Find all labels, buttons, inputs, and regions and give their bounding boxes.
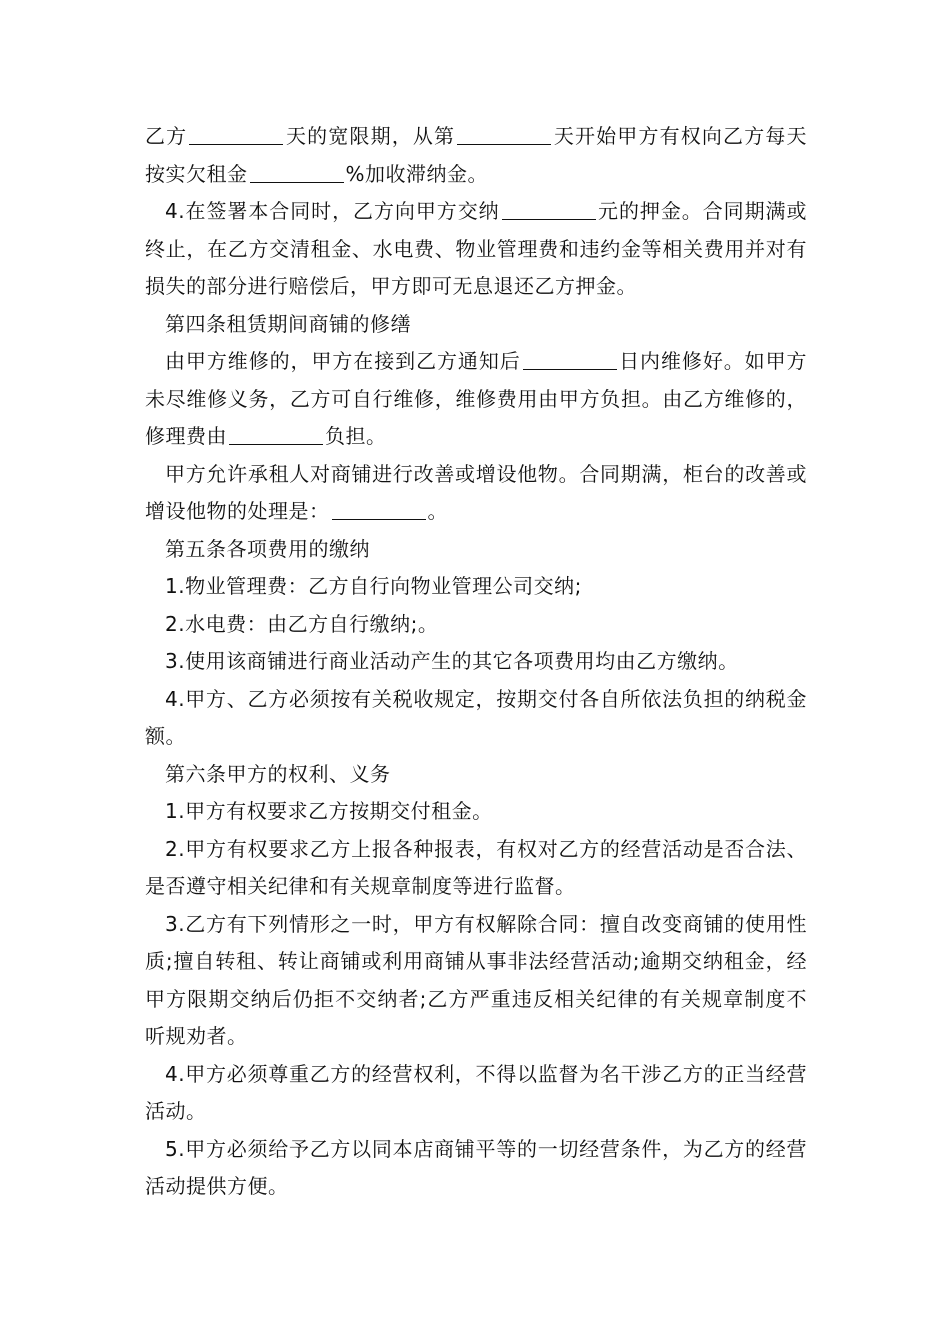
text-segment: 2.甲方有权要求乙方上报各种报表，有权对乙方的经营活动是否合法、是否遵守相关纪律和有关规章制度等进行监督。 [145,836,807,898]
text-segment: 4.甲方、乙方必须按有关税收规定，按期交付各自所依法负担的纳税金额。 [145,686,807,748]
text-segment: 乙方 [145,124,188,148]
text-segment: 日内维修好。如甲方未尽维修义务，乙方可自行维修，维修费用由甲方负担。由乙方维修的，修理费由 [145,349,808,448]
contract-paragraph [145,643,807,681]
text-segment: 天开始甲方有权向乙方每天按实欠租金 [145,124,808,186]
text-segment: 天的宽限期，从第 [285,124,456,148]
contract-paragraph [145,606,807,644]
fill-in-blank [523,349,617,370]
text-segment: 。 [427,499,448,523]
text-segment: 负担。 [325,424,387,448]
contract-paragraph [145,906,807,1056]
contract-paragraph [145,343,807,456]
text-segment: 5.甲方必须给予乙方以同本店商铺平等的一切经营条件，为乙方的经营活动提供方便。 [145,1136,807,1198]
text-segment: 3.乙方有下列情形之一时，甲方有权解除合同：擅自改变商铺的使用性质;擅自转租、转让商铺或利用商铺从事非法经营活动;逾期交纳租金，经甲方限期交纳后仍拒不交纳者;乙方严重违反相关纪律的有关规章制度不听规劝者。 [145,911,807,1048]
contract-paragraph [145,456,807,531]
contract-paragraph [145,1056,807,1131]
text-segment: 2.水电费：由乙方自行缴纳;。 [165,611,439,636]
text-segment: 1.甲方有权要求乙方按期交付租金。 [165,799,493,823]
section-heading [145,306,807,344]
contract-paragraph [145,568,807,606]
text-segment: 1.物业管理费：乙方自行向物业管理公司交纳; [165,574,582,598]
section-heading [145,756,807,794]
fill-in-blank [189,124,283,145]
section-heading [145,531,807,569]
text-segment: 3.使用该商铺进行商业活动产生的其它各项费用均由乙方缴纳。 [165,649,739,673]
fill-in-blank [457,124,551,145]
text-segment: 第四条租赁期间商铺的修缮 [165,311,411,336]
text-segment: 甲方允许承租人对商铺进行改善或增设他物。合同期满，柜台的改善或增设他物的处理是： [145,461,807,523]
contract-paragraph [145,793,807,831]
text-segment: %加收滞纳金。 [345,161,489,186]
contract-paragraph [145,118,807,193]
document-page [145,118,807,1206]
fill-in-blank [502,199,596,220]
contract-paragraph [145,831,807,906]
fill-in-blank [250,162,344,183]
text-segment: 第五条各项费用的缴纳 [165,536,370,561]
text-segment: 元的押金。合同期满或终止，在乙方交清租金、水电费、物业管理费和违约金等相关费用并对有损失的部分进行赔偿后，甲方即可无息退还乙方押金。 [145,199,807,298]
text-segment: 第六条甲方的权利、义务 [165,761,391,786]
text-segment: 4.甲方必须尊重乙方的经营权利，不得以监督为名干涉乙方的正当经营活动。 [145,1061,807,1123]
contract-paragraph [145,193,807,306]
text-segment: 由甲方维修的，甲方在接到乙方通知后 [165,349,521,373]
contract-paragraph [145,681,807,756]
fill-in-blank [332,499,426,520]
fill-in-blank [229,424,323,445]
text-segment: 4.在签署本合同时，乙方向甲方交纳 [165,199,500,223]
contract-paragraph [145,1131,807,1206]
